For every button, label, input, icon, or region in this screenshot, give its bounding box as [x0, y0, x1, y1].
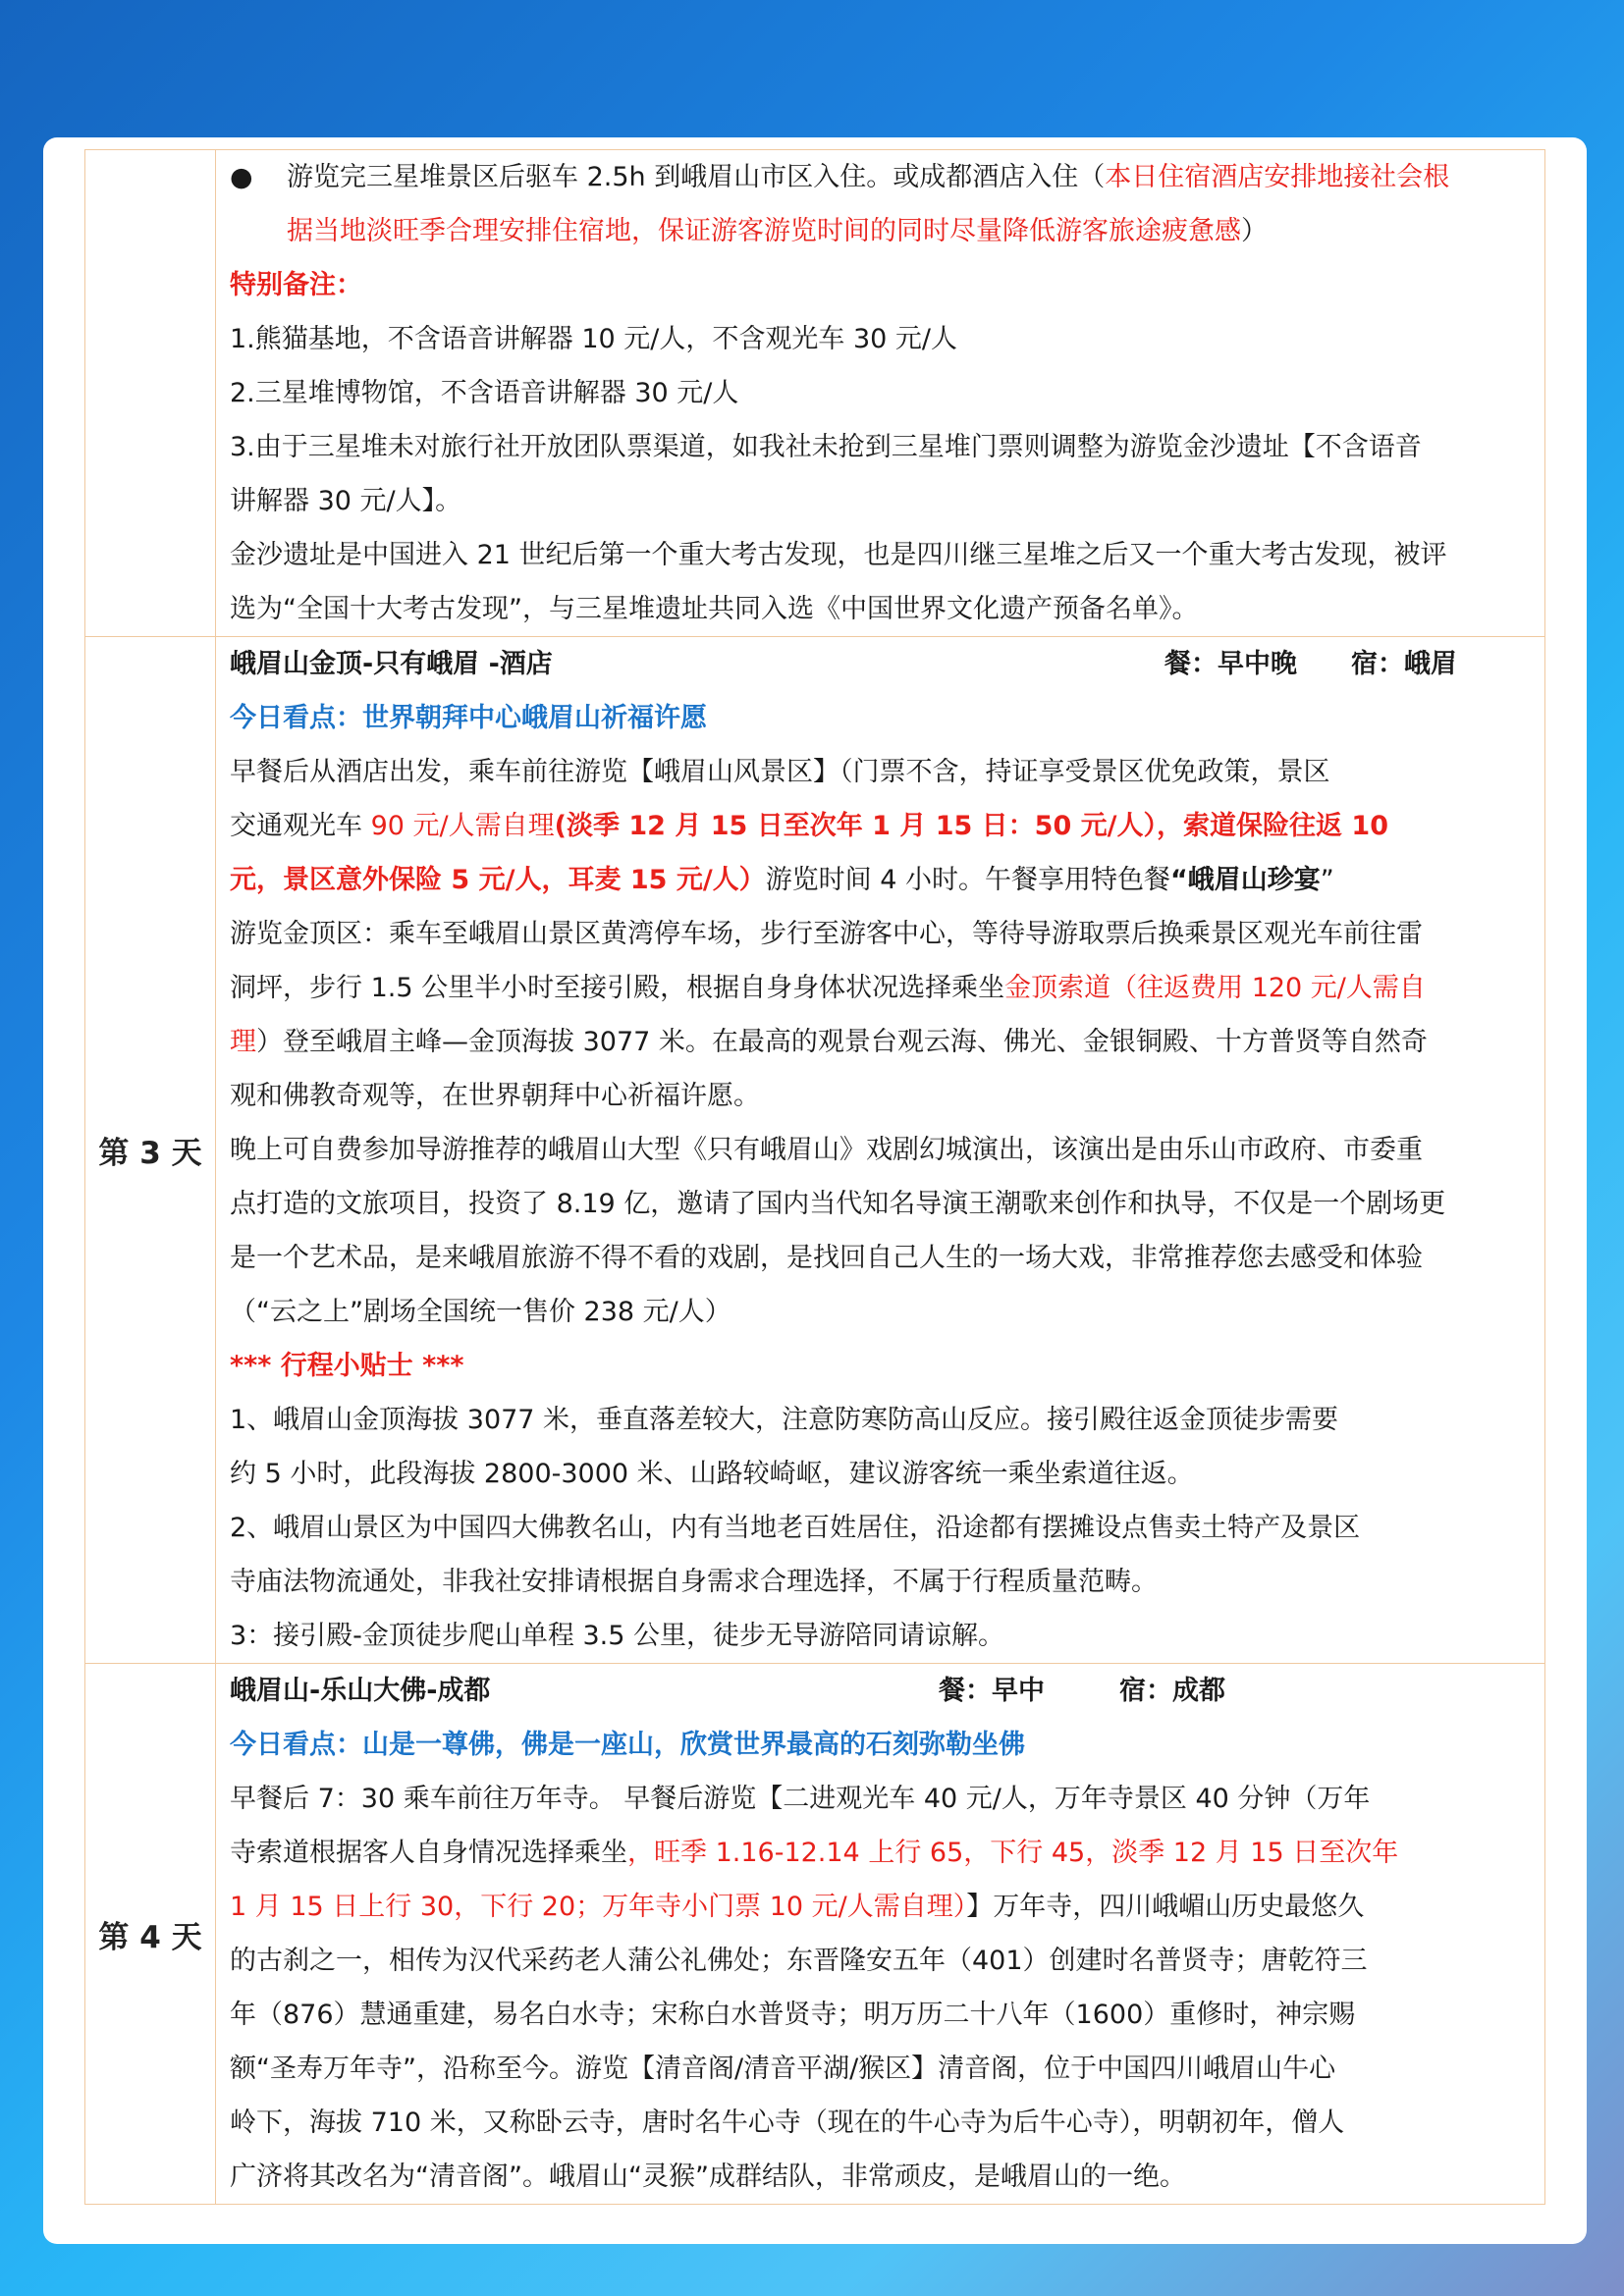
day4-meals: 餐：早中 — [939, 1676, 1045, 1706]
day3-text: ” — [1320, 865, 1334, 895]
note-item: 讲解器 30 元/人】。 — [230, 486, 462, 516]
bullet-red-text: 据当地淡旺季合理安排住宿地，保证游客游览时间的同时尽量降低游客旅途疲惫感 — [287, 216, 1241, 246]
day3-stay: 宿：峨眉 — [1351, 649, 1457, 679]
day4-text: 年（876）慧通重建，易名白水寺；宋称白水普贤寺；明万历二十八年（1600）重修时，神宗赐 — [230, 2000, 1356, 2030]
jinsha-text: 选为“全国十大考古发现”，与三星堆遗址共同入选《中国世界文化遗产预备名单》。 — [230, 594, 1199, 624]
day3-red-text: 金顶索道（往返费用 120 元/人需自 — [1004, 973, 1426, 1003]
day2-content — [216, 150, 1545, 637]
bullet-close: ） — [1241, 216, 1268, 246]
day3-red-bold-text: 元，景区意外保险 5 元/人，耳麦 15 元/人） — [230, 865, 766, 895]
day3-text: 游览时间 4 小时。午餐享用特色餐 — [765, 865, 1171, 895]
day3-label: 第 3 天 — [85, 637, 216, 1664]
day3-row — [85, 637, 1545, 1664]
day3-text: （“云之上”剧场全国统一售价 238 元/人） — [230, 1297, 731, 1327]
day3-text: 游览金顶区：乘车至峨眉山景区黄湾停车场，步行至游客中心，等待导游取票后换乘景区观光车前往雷 — [230, 919, 1423, 949]
day4-content — [216, 1664, 1545, 2205]
day3-highlight: 今日看点：世界朝拜中心峨眉山祈福许愿 — [230, 703, 707, 733]
lodging-bullet — [230, 150, 1531, 258]
day4-text: 广济将其改名为“清音阁”。峨眉山“灵猴”成群结队，非常顽皮，是峨眉山的一绝。 — [230, 2162, 1186, 2192]
day3-text: 晚上可自费参加导游推荐的峨眉山大型《只有峨眉山》戏剧幻城演出，该演出是由乐山市政府、市委重 — [230, 1135, 1423, 1165]
page-card — [43, 137, 1587, 2244]
day3-text: ）登至峨眉主峰—金顶海拔 3077 米。在最高的观景台观云海、佛光、金银铜殿、十方普贤等自然奇 — [256, 1027, 1428, 1057]
tip-item: 3：接引殿-金顶徒步爬山单程 3.5 公里，徒步无导游陪同请谅解。 — [230, 1621, 1005, 1651]
day3-bold-text: “峨眉山珍宴 — [1170, 865, 1321, 895]
day4-text: 寺索道根据客人自身情况选择乘坐 — [230, 1838, 627, 1868]
day3-header — [230, 637, 1531, 691]
day3-content — [216, 637, 1545, 1664]
day4-text: 早餐后 7：30 乘车前往万年寺。 早餐后游览【二进观光车 40 元/人，万年寺景区 40 分钟（万年 — [230, 1784, 1371, 1814]
day3-text: 观和佛教奇观等，在世界朝拜中心祈福许愿。 — [230, 1081, 760, 1111]
tip-item: 1、峨眉山金顶海拔 3077 米，垂直落差较大，注意防寒防高山反应。接引殿往返金顶徒步需要 — [230, 1405, 1339, 1435]
note-item: 2.三星堆博物馆，不含语音讲解器 30 元/人 — [230, 378, 739, 408]
bullet-text: 游览完三星堆景区后驱车 2.5h 到峨眉山市区入住。或成都酒店入住（ — [287, 162, 1106, 192]
day4-red-text: ，旺季 1.16-12.14 上行 65，下行 45，淡季 12 月 15 日至次年 — [627, 1838, 1399, 1868]
day4-label: 第 4 天 — [85, 1664, 216, 2205]
note-item: 3.由于三星堆未对旅行社开放团队票渠道，如我社未抢到三星堆门票则调整为游览金沙遗址【不含语音 — [230, 432, 1422, 462]
bullet-red-text: 本日住宿酒店安排地接社会根 — [1105, 162, 1450, 192]
jinsha-text: 金沙遗址是中国进入 21 世纪后第一个重大考古发现，也是四川继三星堆之后又一个重大考古发现，被评 — [230, 540, 1447, 570]
day3-route: 峨眉山金顶-只有峨眉 -酒店 — [230, 649, 553, 679]
tip-item: 约 5 小时，此段海拔 2800-3000 米、山路较崎岖，建议游客统一乘坐索道往返。 — [230, 1459, 1194, 1489]
day4-text: 岭下，海拔 710 米，又称卧云寺，唐时名牛心寺（现在的牛心寺为后牛心寺），明朝初年，僧人 — [230, 2108, 1345, 2138]
day3-meals: 餐：早中晚 — [1164, 649, 1297, 679]
day3-red-text: 理 — [230, 1027, 256, 1057]
day4-row — [85, 1664, 1545, 2205]
bullet-icon: ● — [230, 162, 253, 192]
day2-label-cell — [85, 150, 216, 637]
day3-red-text: 90 元/人需自理 — [370, 811, 555, 841]
day3-text: 是一个艺术品，是来峨眉旅游不得不看的戏剧，是找回自己人生的一场大戏，非常推荐您去感受和体验 — [230, 1243, 1423, 1273]
day3-text: 早餐后从酒店出发，乘车前往游览【峨眉山风景区】（门票不含，持证享受景区优免政策，景区 — [230, 757, 1330, 787]
day3-text: 洞坪，步行 1.5 公里半小时至接引殿，根据自身身体状况选择乘坐 — [230, 973, 1005, 1003]
day4-stay: 宿：成都 — [1119, 1676, 1225, 1706]
day3-red-bold-text: (淡季 12 月 15 日至次年 1 月 15 日：50 元/人），索道保险往返 10 — [554, 811, 1388, 841]
day4-text: 额“圣寿万年寺”，沿称至今。游览【清音阁/清音平湖/猴区】清音阁，位于中国四川峨眉山牛心 — [230, 2054, 1336, 2084]
day4-red-text: 1 月 15 日上行 30，下行 20；万年寺小门票 10 元/人需自理） — [230, 1892, 967, 1922]
day4-header — [230, 1664, 1531, 1718]
tips-title: *** 行程小贴士 *** — [230, 1351, 464, 1381]
day4-highlight: 今日看点：山是一尊佛，佛是一座山，欣赏世界最高的石刻弥勒坐佛 — [230, 1730, 1025, 1760]
day4-route: 峨眉山-乐山大佛-成都 — [230, 1676, 491, 1706]
itinerary-table — [84, 149, 1545, 2205]
day2-row — [85, 150, 1545, 637]
tip-item: 2、峨眉山景区为中国四大佛教名山，内有当地老百姓居住，沿途都有摆摊设点售卖土特产及景区 — [230, 1513, 1361, 1543]
note-item: 1.熊猫基地，不含语音讲解器 10 元/人，不含观光车 30 元/人 — [230, 324, 957, 354]
tip-item: 寺庙法物流通处，非我社安排请根据自身需求合理选择，不属于行程质量范畴。 — [230, 1567, 1158, 1597]
day3-text: 交通观光车 — [230, 811, 371, 841]
day3-text: 点打造的文旅项目，投资了 8.19 亿，邀请了国内当代知名导演王潮歌来创作和执导，不仅是一个剧场更 — [230, 1189, 1446, 1219]
day4-text: 的古刹之一，相传为汉代采药老人蒲公礼佛处；东晋隆安五年（401）创建时名普贤寺；唐乾符三 — [230, 1946, 1368, 1976]
note-title: 特别备注： — [230, 270, 362, 300]
day4-text: 】万年寺，四川峨嵋山历史最悠久 — [966, 1892, 1365, 1922]
